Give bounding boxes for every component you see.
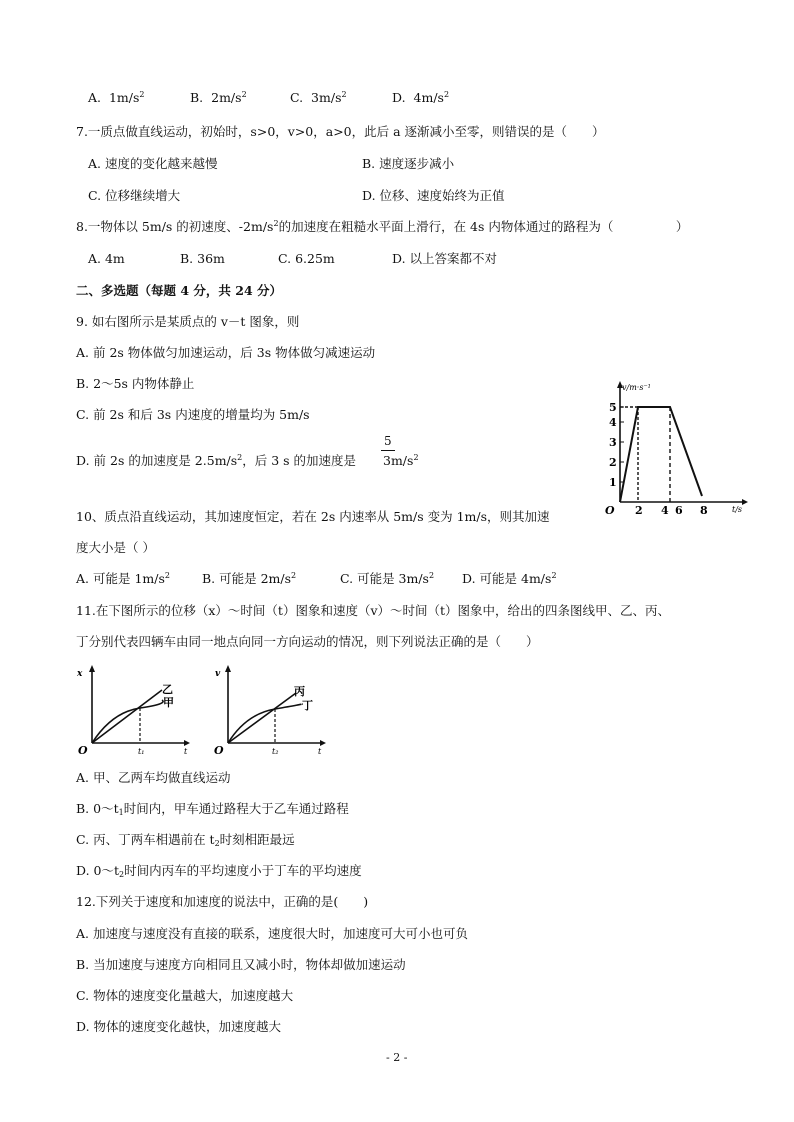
y-axis-label: x <box>77 669 83 679</box>
y-axis-arrow <box>89 665 95 672</box>
q12-stem: 12.下列关于速度和加速度的说法中，正确的是( ) <box>76 894 369 909</box>
q9-option-a: A. 前 2s 物体做匀加速运动，后 3s 物体做匀减速运动 <box>76 345 376 360</box>
fraction-denominator: 3 <box>383 453 391 468</box>
option-letter: B. <box>190 90 204 105</box>
x-tick-label-6: 6 <box>675 504 683 517</box>
q9-stem: 9. 如右图所示是某质点的 v－t 图象，则 <box>76 314 300 329</box>
q10-stem-line1: 10、质点沿直线运动，其加速度恒定，若在 2s 内速率从 5m/s 变为 1m/s，则其加速 <box>76 509 550 524</box>
q7-option-c: C. 位移继续增大 <box>88 188 181 203</box>
y-tick-label-1: 1 <box>609 476 617 489</box>
origin-label: O <box>78 744 88 757</box>
option-text: A. 可能是 1m/s <box>76 571 165 586</box>
fraction-unit: m/s <box>390 453 414 468</box>
q11-option-c <box>76 832 295 848</box>
q6-option-b <box>190 90 247 106</box>
exponent: 2 <box>551 571 557 580</box>
x-axis-arrow <box>742 499 748 505</box>
x-axis-arrow <box>320 740 326 746</box>
exponent: 2 <box>164 571 170 580</box>
curve-jia <box>92 700 163 743</box>
q9-d-part1: D. 前 2s 的加速度是 2.5m/s <box>76 453 238 468</box>
q11-c-part2: 时刻相距最远 <box>219 832 295 847</box>
vt-graph-line <box>620 407 702 502</box>
exponent: 2 <box>273 219 279 228</box>
y-axis-label: v/m·s⁻¹ <box>622 383 651 392</box>
option-text: D. 可能是 4m/s <box>462 571 552 586</box>
q9-option-d <box>76 453 356 469</box>
option-value: 1m/s <box>108 90 140 105</box>
exponent: 2 <box>413 453 419 462</box>
t1-tick-label: t₁ <box>138 747 145 756</box>
q12-option-a: A. 加速度与速度没有直接的联系，速度很大时，加速度可大可小也可负 <box>76 926 468 941</box>
q8-option-a: A. 4m <box>88 251 125 266</box>
x-axis-arrow <box>184 740 190 746</box>
q10-option-c <box>340 571 434 587</box>
exponent: 2 <box>139 90 145 99</box>
q7-stem: 7.一质点做直线运动，初始时，s>0，v>0，a>0，此后 a 逐渐减小至零，则错误的是（ ） <box>76 124 605 139</box>
curve-label-bing: 丙 <box>294 685 305 698</box>
exponent: 2 <box>291 571 297 580</box>
q8-option-b: B. 36m <box>180 251 225 266</box>
xt-graph <box>74 662 194 757</box>
subscript: 2 <box>214 839 220 848</box>
page-number: - 2 - <box>386 1051 408 1064</box>
option-text: C. 可能是 3m/s <box>340 571 429 586</box>
origin-label: O <box>605 504 615 517</box>
q6-option-a <box>88 90 145 106</box>
exponent: 2 <box>428 571 435 580</box>
q11-option-a: A. 甲、乙两车均做直线运动 <box>76 770 231 785</box>
q12-option-c: C. 物体的速度变化量越大，加速度越大 <box>76 988 294 1003</box>
q6-option-c <box>290 90 347 106</box>
curve-yi <box>92 690 162 743</box>
q11-b-part2: 时间内，甲车通过路程大于乙车通过路程 <box>123 801 349 816</box>
q10-option-a <box>76 571 170 587</box>
y-tick-label-3: 3 <box>609 436 617 449</box>
option-value: 4m/s <box>413 90 444 105</box>
q10-option-d <box>462 571 557 587</box>
vt-graph <box>602 378 752 518</box>
q11-option-d <box>76 863 362 879</box>
q9-option-b: B. 2～5s 内物体静止 <box>76 376 195 391</box>
exponent: 2 <box>443 90 450 99</box>
q12-option-b: B. 当加速度与速度方向相同且又减小时，物体却做加速运动 <box>76 957 406 972</box>
q9-d-part2: ，后 3 s 的加速度是 <box>242 453 357 468</box>
y-axis-arrow <box>225 665 231 672</box>
q8-option-d: D. 以上答案都不对 <box>392 251 498 266</box>
curve-label-yi: 乙 <box>162 683 173 696</box>
fraction-bar <box>381 450 395 451</box>
q8-stem-part1: 8.一物体以 5m/s 的初速度、-2m/s <box>76 219 274 234</box>
q6-option-d <box>392 90 449 106</box>
curve-bing <box>228 693 296 743</box>
curve-label-ding: 丁 <box>302 699 313 712</box>
q11-stem-line2: 丁分别代表四辆车由同一地点向同一方向运动的情况，则下列说法正确的是（ ） <box>76 634 539 649</box>
option-letter: D. <box>392 90 406 105</box>
option-letter: A. <box>88 90 102 105</box>
x-tick-label-8: 8 <box>700 504 708 517</box>
curve-label-jia: 甲 <box>163 696 174 709</box>
q12-option-d: D. 物体的速度变化越快，加速度越大 <box>76 1019 282 1034</box>
q11-option-b <box>76 801 349 817</box>
q10-option-b <box>202 571 296 587</box>
x-tick-label-2: 2 <box>635 504 643 517</box>
q7-option-b: B. 速度逐步减小 <box>362 156 455 171</box>
subscript: 1 <box>118 808 124 817</box>
q7-option-d: D. 位移、速度始终为正值 <box>362 188 505 203</box>
q9-option-c: C. 前 2s 和后 3s 内速度的增量均为 5m/s <box>76 407 310 422</box>
q11-d-part2: 时间内丙车的平均速度小于丁车的平均速度 <box>124 863 362 878</box>
q7-option-a: A. 速度的变化越来越慢 <box>88 156 218 171</box>
q11-b-part1: B. 0～t <box>76 801 119 816</box>
exponent: 2 <box>341 90 347 99</box>
fraction-denominator-unit <box>383 453 419 469</box>
y-tick-label-4: 4 <box>609 416 617 429</box>
option-value: 3m/s <box>311 90 342 105</box>
option-letter: C. <box>290 90 304 105</box>
fraction-numerator: 5 <box>384 434 392 448</box>
option-value: 2m/s <box>211 90 242 105</box>
exponent: 2 <box>237 453 243 462</box>
x-axis-label: t <box>318 747 322 756</box>
y-axis-label: v <box>215 669 221 679</box>
y-tick-label-5: 5 <box>609 401 617 414</box>
option-text: B. 可能是 2m/s <box>202 571 292 586</box>
origin-label: O <box>214 744 224 757</box>
t2-tick-label: t₂ <box>272 747 279 756</box>
q8-stem-part2: 的加速度在粗糙水平面上滑行，在 4s 内物体通过的路程为（ ） <box>278 219 689 234</box>
subscript: 2 <box>119 870 125 879</box>
q11-d-part1: D. 0～t <box>76 863 119 878</box>
curve-ding <box>228 704 302 743</box>
q8-option-c: C. 6.25m <box>278 251 335 266</box>
q11-c-part1: C. 丙、丁两车相遇前在 t <box>76 832 215 847</box>
section-heading: 二、多选题（每题 4 分，共 24 分） <box>76 283 283 298</box>
x-axis-label: t <box>184 747 188 756</box>
exponent: 2 <box>241 90 247 99</box>
x-axis-label: t/s <box>732 505 743 514</box>
x-tick-label-4: 4 <box>661 504 669 517</box>
q10-stem-line2: 度大小是（ ） <box>76 540 155 555</box>
q11-stem-line1: 11.在下图所示的位移（x）～时间（t）图象和速度（v）～时间（t）图象中，给出的四条图线甲、乙、丙、 <box>76 603 671 618</box>
y-tick-label-2: 2 <box>609 456 617 469</box>
q8-stem <box>76 219 688 235</box>
vt2-graph <box>212 662 332 757</box>
